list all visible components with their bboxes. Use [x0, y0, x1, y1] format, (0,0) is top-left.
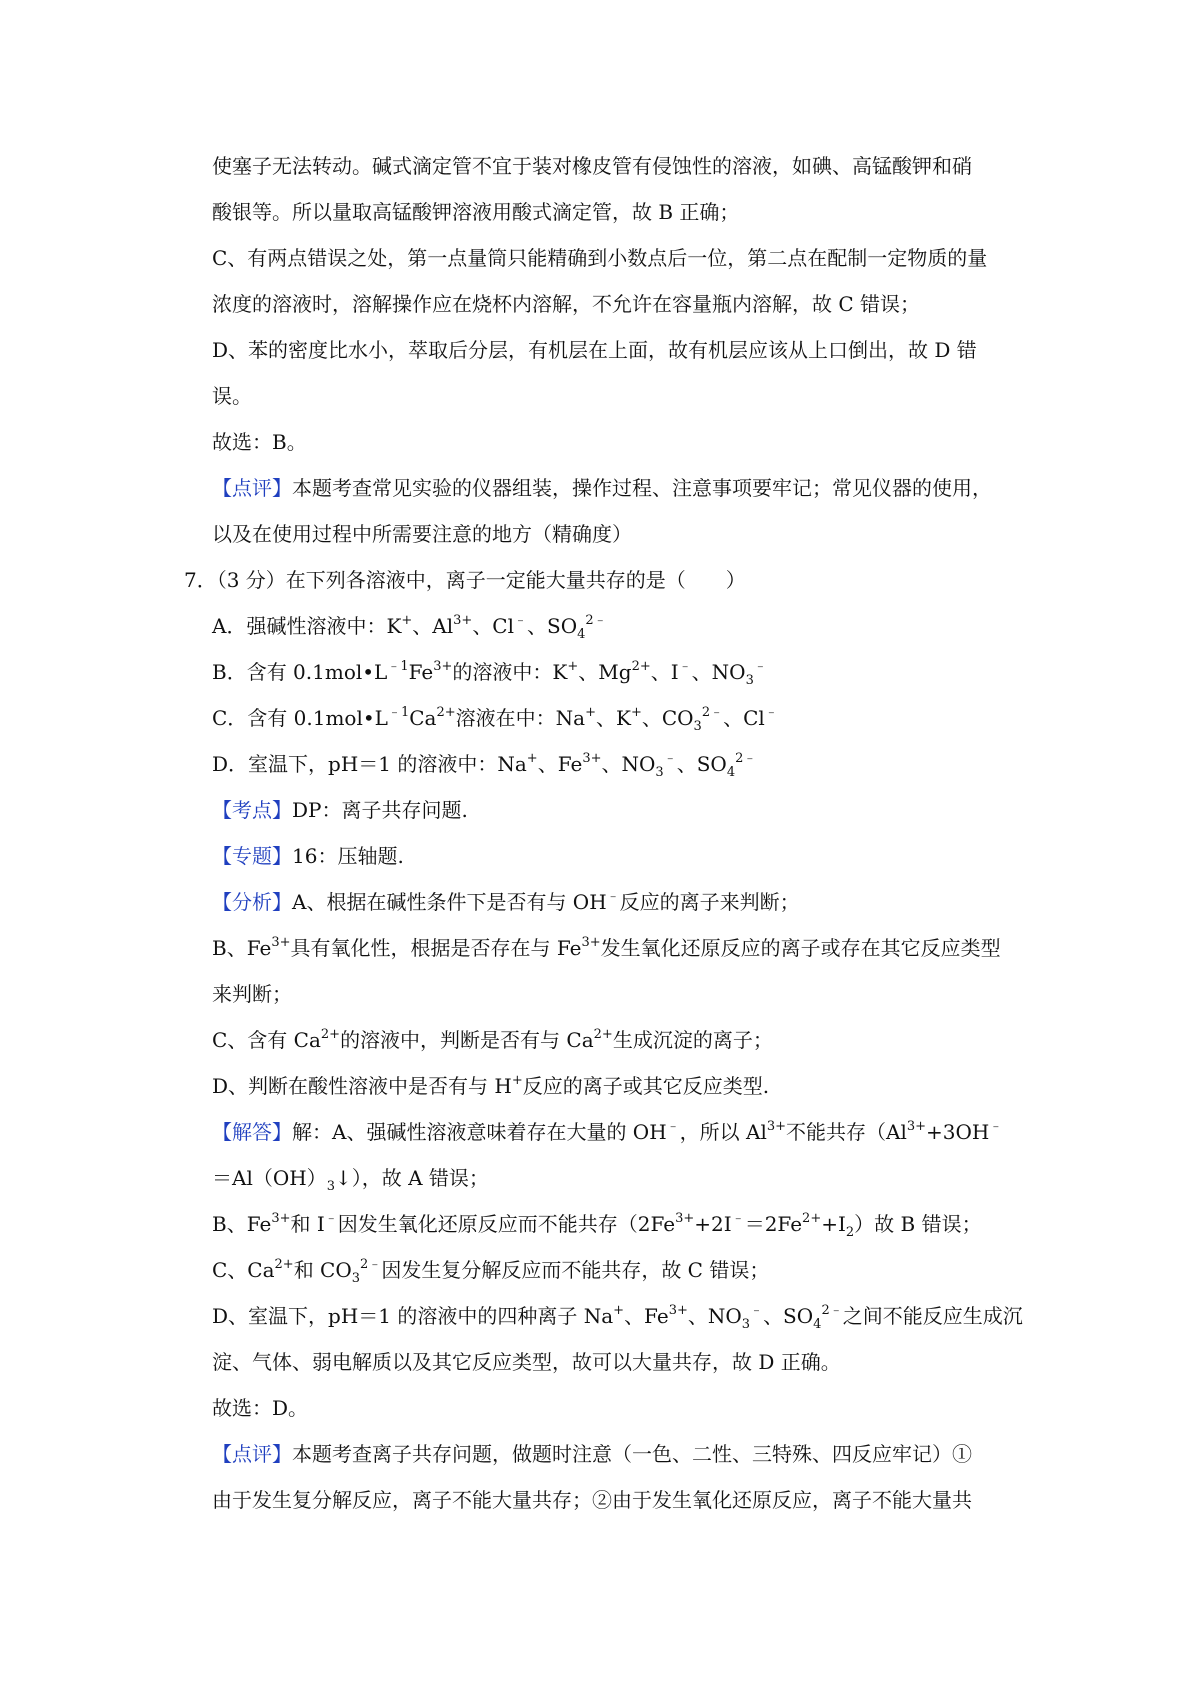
section-tag: 【考点】: [212, 798, 292, 822]
text-run: 、NO: [691, 660, 746, 684]
text-run: 、I: [650, 660, 679, 684]
text-line: [212, 520, 1032, 548]
text-run: 酸银等。所以量取高锰酸钾溶液用酸式滴定管，故 B 正确；: [212, 200, 740, 224]
superscript: 2+: [274, 1257, 294, 1272]
superscript: 2﹣: [360, 1257, 382, 1272]
text-run: 、CO: [641, 706, 694, 730]
text-line: [212, 336, 1032, 364]
text-line: [212, 842, 1032, 870]
superscript: 2+: [802, 1211, 822, 1226]
superscript: ﹣: [666, 1119, 680, 1134]
text-run: 因发生复分解反应而不能共存，故 C 错误；: [381, 1258, 770, 1282]
text-line: [212, 658, 1032, 686]
text-line: [212, 290, 1032, 318]
text-run: 由于发生复分解反应，离子不能大量共存；②由于发生氧化还原反应，离子不能大量共: [212, 1488, 972, 1512]
superscript: +: [630, 705, 642, 720]
text-run: 的溶液中，判断是否有与 Ca: [340, 1028, 594, 1052]
text-line: [212, 1026, 1032, 1054]
text-line: [212, 1164, 1032, 1192]
text-run: 来判断；: [212, 982, 292, 1006]
text-run: 反应的离子或其它反应类型.: [522, 1074, 770, 1098]
text-run: 故选：D。: [212, 1396, 309, 1420]
superscript: 2﹣: [735, 751, 757, 766]
text-run: A．强碱性溶液中：K: [212, 614, 402, 638]
text-run: Ca: [409, 706, 437, 730]
superscript: ﹣: [324, 1211, 338, 1226]
text-line: [212, 198, 1032, 226]
text-run: 故选：B。: [212, 430, 307, 454]
superscript: 3+: [766, 1119, 787, 1134]
superscript: 3+: [675, 1211, 695, 1226]
text-run: 16：压轴题.: [292, 844, 404, 868]
text-run: 使塞子无法转动。碱式滴定管不宜于装对橡皮管有侵蚀性的溶液，如碘、高锰酸钾和硝: [212, 154, 972, 178]
text-run: ）故 B 错误；: [854, 1212, 982, 1236]
text-run: 因发生氧化还原反应而不能共存（2Fe: [337, 1212, 676, 1236]
text-run: 、Al: [412, 614, 454, 638]
text-line: [212, 1302, 1032, 1330]
text-run: C．含有 0.1mol•L: [212, 706, 388, 730]
section-tag: 【点评】: [212, 1442, 292, 1466]
question-stem: [184, 566, 1004, 594]
text-run: +I: [821, 1212, 846, 1236]
text-line: [212, 1486, 1032, 1514]
superscript: +: [526, 751, 538, 766]
superscript: ﹣: [989, 1119, 1003, 1134]
superscript: 3+: [433, 659, 453, 674]
text-run: 以及在使用过程中所需要注意的地方（精确度）: [212, 522, 632, 546]
text-run: 、NO: [601, 752, 656, 776]
text-line: [212, 1072, 1032, 1100]
superscript: +: [613, 1303, 625, 1318]
section-tag: 【分析】: [212, 890, 292, 914]
superscript: 3+: [453, 613, 473, 628]
superscript: 2+: [320, 1027, 341, 1042]
text-run: 、Mg: [578, 660, 632, 684]
text-run: ，所以 Al: [679, 1120, 767, 1144]
superscript: 2+: [593, 1027, 613, 1042]
text-line: [212, 1348, 1032, 1376]
text-line: [212, 244, 1032, 272]
text-run: 、Fe: [537, 752, 583, 776]
section-tag: 【专题】: [212, 844, 292, 868]
superscript: +: [585, 705, 596, 720]
text-run: D、判断在酸性溶液中是否有与 H: [212, 1074, 512, 1098]
text-run: 发生氧化还原反应的离子或存在其它反应类型: [600, 936, 1001, 960]
text-line: [212, 1118, 1032, 1146]
subscript: 3: [326, 1179, 335, 1194]
subscript: 4: [577, 627, 586, 642]
text-line: [212, 428, 1032, 456]
text-run: 的溶液中：K: [452, 660, 568, 684]
text-line: [212, 1440, 1032, 1468]
section-tag: 【点评】: [212, 476, 292, 500]
text-run: 和 CO: [293, 1258, 352, 1282]
superscript: 3+: [906, 1119, 927, 1134]
superscript: ﹣: [678, 659, 692, 674]
text-run: ↓），故 A 错误；: [334, 1166, 489, 1190]
text-run: 、NO: [687, 1304, 742, 1328]
superscript: 2+: [436, 705, 456, 720]
text-run: B、Fe: [212, 1212, 272, 1236]
text-run: 解：A、强碱性溶液意味着存在大量的 OH: [292, 1120, 667, 1144]
subscript: 2: [845, 1225, 855, 1240]
text-run: 、SO: [676, 752, 727, 776]
text-run: 误。: [212, 384, 252, 408]
text-line: [212, 382, 1032, 410]
text-run: 生成沉淀的离子；: [612, 1028, 773, 1052]
text-run: 、K: [595, 706, 631, 730]
superscript: ﹣: [606, 889, 620, 904]
superscript: 2﹣: [821, 1303, 843, 1318]
subscript: 4: [726, 765, 736, 780]
text-run: D．室温下，pH＝1 的溶液中：Na: [212, 752, 527, 776]
text-run: DP：离子共存问题.: [292, 798, 468, 822]
text-run: 反应的离子来判断；: [619, 890, 800, 914]
text-run: 具有氧化性，根据是否存在与 Fe: [290, 936, 582, 960]
text-run: 、Cl: [472, 614, 515, 638]
text-run: 和 I: [290, 1212, 325, 1236]
superscript: 2+: [631, 659, 651, 674]
text-line: [212, 980, 1032, 1008]
text-run: +3OH: [926, 1120, 990, 1144]
text-run: 、Fe: [624, 1304, 669, 1328]
text-run: 之间不能反应生成沉: [842, 1304, 1023, 1328]
text-run: ＝2Fe: [744, 1212, 803, 1236]
text-line: [212, 1256, 1032, 1284]
subscript: 3: [745, 673, 754, 688]
text-run: D、室温下，pH＝1 的溶液中的四种离子 Na: [212, 1304, 614, 1328]
section-tag: 【解答】: [212, 1120, 292, 1144]
text-run: A、根据在碱性条件下是否有与 OH: [292, 890, 607, 914]
text-run: ＝Al（OH）: [212, 1166, 327, 1190]
text-line: [212, 152, 1032, 180]
superscript: +: [511, 1073, 523, 1088]
text-run: C、有两点错误之处，第一点量筒只能精确到小数点后一位，第二点在配制一定物质的量: [212, 246, 988, 270]
text-run: B、Fe: [212, 936, 272, 960]
subscript: 3: [655, 765, 664, 780]
superscript: ﹣: [514, 613, 528, 628]
text-run: 不能共存（Al: [786, 1120, 907, 1144]
superscript: ﹣: [731, 1211, 745, 1226]
text-run: 本题考查常见实验的仪器组装，操作过程、注意事项要牢记；常见仪器的使用，: [292, 476, 992, 500]
text-line: [212, 934, 1032, 962]
text-line: [212, 1210, 1032, 1238]
text-line: [212, 612, 1032, 640]
subscript: 3: [741, 1317, 751, 1332]
superscript: ﹣: [753, 659, 767, 674]
superscript: ﹣1: [387, 705, 410, 720]
text-line: [212, 796, 1032, 824]
text-run: 、Cl: [723, 706, 765, 730]
text-run: 、SO: [763, 1304, 814, 1328]
text-line: [212, 888, 1032, 916]
superscript: ﹣: [663, 751, 677, 766]
text-run: D、苯的密度比水小，萃取后分层，有机层在上面，故有机层应该从上口倒出，故 D 错: [212, 338, 977, 362]
text-run: B．含有 0.1mol•L: [212, 660, 388, 684]
text-run: +2I: [694, 1212, 732, 1236]
text-run: 7．（3 分）在下列各溶液中，离子一定能大量共存的是（ ）: [184, 568, 746, 592]
text-line: [212, 750, 1032, 778]
text-run: 淀、气体、弱电解质以及其它反应类型，故可以大量共存，故 D 正确。: [212, 1350, 841, 1374]
superscript: 3+: [668, 1303, 688, 1318]
superscript: 2﹣: [585, 613, 607, 628]
text-run: C、含有 Ca: [212, 1028, 321, 1052]
text-run: 、SO: [527, 614, 578, 638]
text-line: [212, 474, 1032, 502]
text-run: Fe: [408, 660, 434, 684]
superscript: 3+: [271, 935, 291, 950]
superscript: +: [401, 613, 413, 628]
superscript: 3+: [271, 1211, 291, 1226]
text-line: [212, 704, 1032, 732]
subscript: 3: [693, 719, 702, 734]
superscript: 3+: [582, 751, 602, 766]
superscript: ﹣1: [387, 659, 409, 674]
subscript: 3: [351, 1271, 361, 1286]
superscript: ﹣: [750, 1303, 764, 1318]
superscript: 2﹣: [701, 705, 724, 720]
superscript: +: [567, 659, 579, 674]
text-run: 本题考查离子共存问题，做题时注意（一色、二性、三特殊、四反应牢记）①: [292, 1442, 972, 1466]
text-run: 浓度的溶液时，溶解操作应在烧杯内溶解，不允许在容量瓶内溶解，故 C 错误；: [212, 292, 921, 316]
subscript: 4: [813, 1317, 822, 1332]
text-run: 溶液在中：Na: [455, 706, 586, 730]
text-run: C、Ca: [212, 1258, 275, 1282]
text-line: [212, 1394, 1032, 1422]
superscript: ﹣: [764, 705, 778, 720]
superscript: 3+: [581, 935, 601, 950]
